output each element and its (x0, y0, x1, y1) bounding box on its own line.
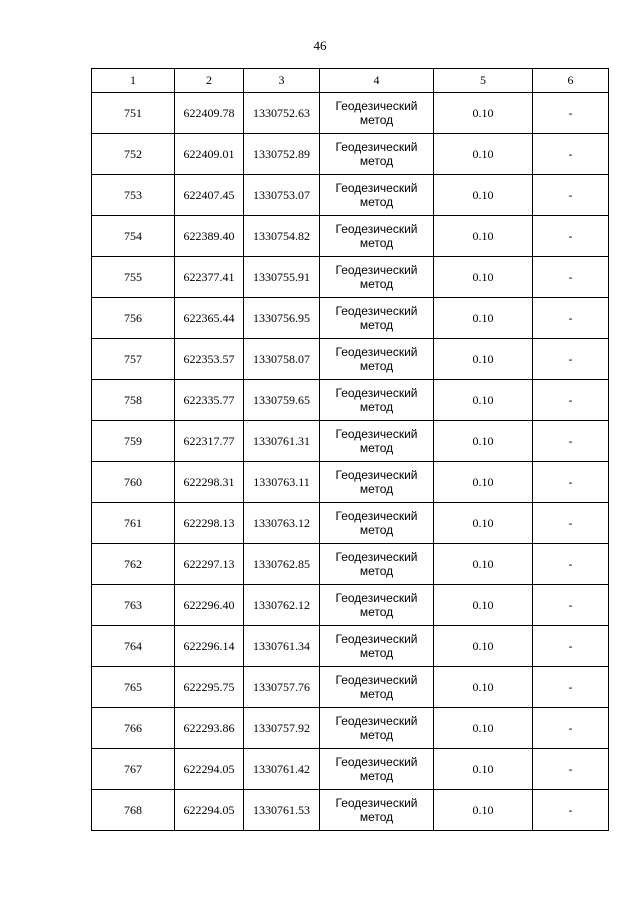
y-coordinate-cell: 1330763.11 (244, 462, 320, 503)
table-row (92, 175, 609, 216)
method-line-2: метод (359, 441, 394, 455)
accuracy-cell: 0.10 (434, 790, 533, 831)
y-coordinate-cell: 1330762.85 (244, 544, 320, 585)
table-row (92, 708, 609, 749)
method-line-2: метод (359, 605, 394, 619)
point-number-cell: 760 (92, 462, 175, 503)
method-line-2: метод (359, 236, 394, 250)
method-line-1: Геодезический (335, 509, 418, 523)
x-coordinate-cell: 622365.44 (175, 298, 244, 339)
note-cell: - (533, 134, 609, 175)
accuracy-cell: 0.10 (434, 585, 533, 626)
point-number-cell: 764 (92, 626, 175, 667)
x-coordinate-cell: 622409.78 (175, 93, 244, 134)
note-cell: - (533, 626, 609, 667)
y-coordinate-cell: 1330761.34 (244, 626, 320, 667)
table-row (92, 790, 609, 831)
method-cell (320, 503, 434, 544)
table-row (92, 544, 609, 585)
method-cell (320, 380, 434, 421)
accuracy-cell: 0.10 (434, 667, 533, 708)
y-coordinate-cell: 1330754.82 (244, 216, 320, 257)
method-line-1: Геодезический (335, 140, 418, 154)
method-line-2: метод (359, 564, 394, 578)
method-cell (320, 421, 434, 462)
method-line-2: метод (359, 728, 394, 742)
column-header-4: 4 (320, 69, 434, 93)
table-row (92, 380, 609, 421)
y-coordinate-cell: 1330759.65 (244, 380, 320, 421)
note-cell: - (533, 216, 609, 257)
note-cell: - (533, 175, 609, 216)
point-number-cell: 768 (92, 790, 175, 831)
method-line-2: метод (359, 318, 394, 332)
note-cell: - (533, 544, 609, 585)
point-number-cell: 757 (92, 339, 175, 380)
note-cell: - (533, 339, 609, 380)
method-line-2: метод (359, 810, 394, 824)
method-cell (320, 708, 434, 749)
column-header-2: 2 (175, 69, 244, 93)
method-line-2: метод (359, 400, 394, 414)
note-cell: - (533, 790, 609, 831)
x-coordinate-cell: 622297.13 (175, 544, 244, 585)
table-row (92, 93, 609, 134)
point-number-cell: 754 (92, 216, 175, 257)
accuracy-cell: 0.10 (434, 544, 533, 585)
table-row (92, 257, 609, 298)
x-coordinate-cell: 622407.45 (175, 175, 244, 216)
page-number: 46 (313, 38, 327, 53)
method-line-2: метод (359, 523, 394, 537)
method-cell (320, 134, 434, 175)
x-coordinate-cell: 622296.40 (175, 585, 244, 626)
note-cell: - (533, 421, 609, 462)
method-cell (320, 462, 434, 503)
column-header-5: 5 (434, 69, 533, 93)
note-cell: - (533, 462, 609, 503)
note-cell: - (533, 585, 609, 626)
table-body (92, 93, 609, 831)
point-number-cell: 752 (92, 134, 175, 175)
method-line-1: Геодезический (335, 427, 418, 441)
y-coordinate-cell: 1330761.42 (244, 749, 320, 790)
note-cell: - (533, 93, 609, 134)
coordinates-table (91, 68, 609, 831)
method-line-2: метод (359, 154, 394, 168)
table-row (92, 134, 609, 175)
note-cell: - (533, 298, 609, 339)
x-coordinate-cell: 622293.86 (175, 708, 244, 749)
table-row (92, 585, 609, 626)
table-row (92, 626, 609, 667)
x-coordinate-cell: 622353.57 (175, 339, 244, 380)
method-line-1: Геодезический (335, 468, 418, 482)
method-line-1: Геодезический (335, 345, 418, 359)
method-line-1: Геодезический (335, 673, 418, 687)
method-line-1: Геодезический (335, 99, 418, 113)
table-row (92, 298, 609, 339)
table-row (92, 421, 609, 462)
method-cell (320, 667, 434, 708)
point-number-cell: 759 (92, 421, 175, 462)
method-line-2: метод (359, 277, 394, 291)
note-cell: - (533, 380, 609, 421)
method-cell (320, 93, 434, 134)
point-number-cell: 753 (92, 175, 175, 216)
x-coordinate-cell: 622409.01 (175, 134, 244, 175)
accuracy-cell: 0.10 (434, 93, 533, 134)
y-coordinate-cell: 1330761.31 (244, 421, 320, 462)
table-row (92, 503, 609, 544)
point-number-cell: 767 (92, 749, 175, 790)
method-line-2: метод (359, 687, 394, 701)
method-cell (320, 749, 434, 790)
accuracy-cell: 0.10 (434, 339, 533, 380)
method-line-2: метод (359, 359, 394, 373)
method-line-1: Геодезический (335, 181, 418, 195)
y-coordinate-cell: 1330762.12 (244, 585, 320, 626)
note-cell: - (533, 503, 609, 544)
method-cell (320, 298, 434, 339)
column-header-1: 1 (92, 69, 175, 93)
x-coordinate-cell: 622335.77 (175, 380, 244, 421)
accuracy-cell: 0.10 (434, 462, 533, 503)
method-cell (320, 216, 434, 257)
y-coordinate-cell: 1330752.63 (244, 93, 320, 134)
method-line-1: Геодезический (335, 263, 418, 277)
x-coordinate-cell: 622298.31 (175, 462, 244, 503)
accuracy-cell: 0.10 (434, 749, 533, 790)
x-coordinate-cell: 622294.05 (175, 790, 244, 831)
accuracy-cell: 0.10 (434, 421, 533, 462)
method-cell (320, 544, 434, 585)
method-line-1: Геодезический (335, 714, 418, 728)
y-coordinate-cell: 1330763.12 (244, 503, 320, 544)
note-cell: - (533, 749, 609, 790)
point-number-cell: 762 (92, 544, 175, 585)
y-coordinate-cell: 1330757.92 (244, 708, 320, 749)
method-cell (320, 175, 434, 216)
method-line-2: метод (359, 769, 394, 783)
accuracy-cell: 0.10 (434, 626, 533, 667)
method-line-1: Геодезический (335, 632, 418, 646)
table-header (92, 69, 609, 93)
y-coordinate-cell: 1330757.76 (244, 667, 320, 708)
method-line-1: Геодезический (335, 591, 418, 605)
method-cell (320, 585, 434, 626)
x-coordinate-cell: 622294.05 (175, 749, 244, 790)
accuracy-cell: 0.10 (434, 708, 533, 749)
point-number-cell: 765 (92, 667, 175, 708)
point-number-cell: 751 (92, 93, 175, 134)
note-cell: - (533, 667, 609, 708)
point-number-cell: 763 (92, 585, 175, 626)
point-number-cell: 756 (92, 298, 175, 339)
header-row (92, 69, 609, 93)
y-coordinate-cell: 1330753.07 (244, 175, 320, 216)
method-line-1: Геодезический (335, 304, 418, 318)
method-cell (320, 257, 434, 298)
table-row (92, 749, 609, 790)
method-line-1: Геодезический (335, 796, 418, 810)
method-cell (320, 626, 434, 667)
x-coordinate-cell: 622317.77 (175, 421, 244, 462)
table-row (92, 462, 609, 503)
note-cell: - (533, 708, 609, 749)
column-header-3: 3 (244, 69, 320, 93)
method-line-1: Геодезический (335, 386, 418, 400)
accuracy-cell: 0.10 (434, 298, 533, 339)
x-coordinate-cell: 622298.13 (175, 503, 244, 544)
point-number-cell: 766 (92, 708, 175, 749)
method-line-1: Геодезический (335, 222, 418, 236)
y-coordinate-cell: 1330756.95 (244, 298, 320, 339)
point-number-cell: 755 (92, 257, 175, 298)
column-header-6: 6 (533, 69, 609, 93)
accuracy-cell: 0.10 (434, 216, 533, 257)
accuracy-cell: 0.10 (434, 175, 533, 216)
method-line-2: метод (359, 113, 394, 127)
table-row (92, 339, 609, 380)
point-number-cell: 761 (92, 503, 175, 544)
table-row (92, 216, 609, 257)
x-coordinate-cell: 622389.40 (175, 216, 244, 257)
accuracy-cell: 0.10 (434, 380, 533, 421)
method-line-1: Геодезический (335, 755, 418, 769)
accuracy-cell: 0.10 (434, 257, 533, 298)
x-coordinate-cell: 622295.75 (175, 667, 244, 708)
method-line-1: Геодезический (335, 550, 418, 564)
accuracy-cell: 0.10 (434, 134, 533, 175)
x-coordinate-cell: 622377.41 (175, 257, 244, 298)
y-coordinate-cell: 1330755.91 (244, 257, 320, 298)
method-cell (320, 339, 434, 380)
x-coordinate-cell: 622296.14 (175, 626, 244, 667)
table-row (92, 667, 609, 708)
note-cell: - (533, 257, 609, 298)
method-cell (320, 790, 434, 831)
method-line-2: метод (359, 646, 394, 660)
point-number-cell: 758 (92, 380, 175, 421)
y-coordinate-cell: 1330752.89 (244, 134, 320, 175)
method-line-2: метод (359, 482, 394, 496)
method-line-2: метод (359, 195, 394, 209)
y-coordinate-cell: 1330761.53 (244, 790, 320, 831)
y-coordinate-cell: 1330758.07 (244, 339, 320, 380)
accuracy-cell: 0.10 (434, 503, 533, 544)
